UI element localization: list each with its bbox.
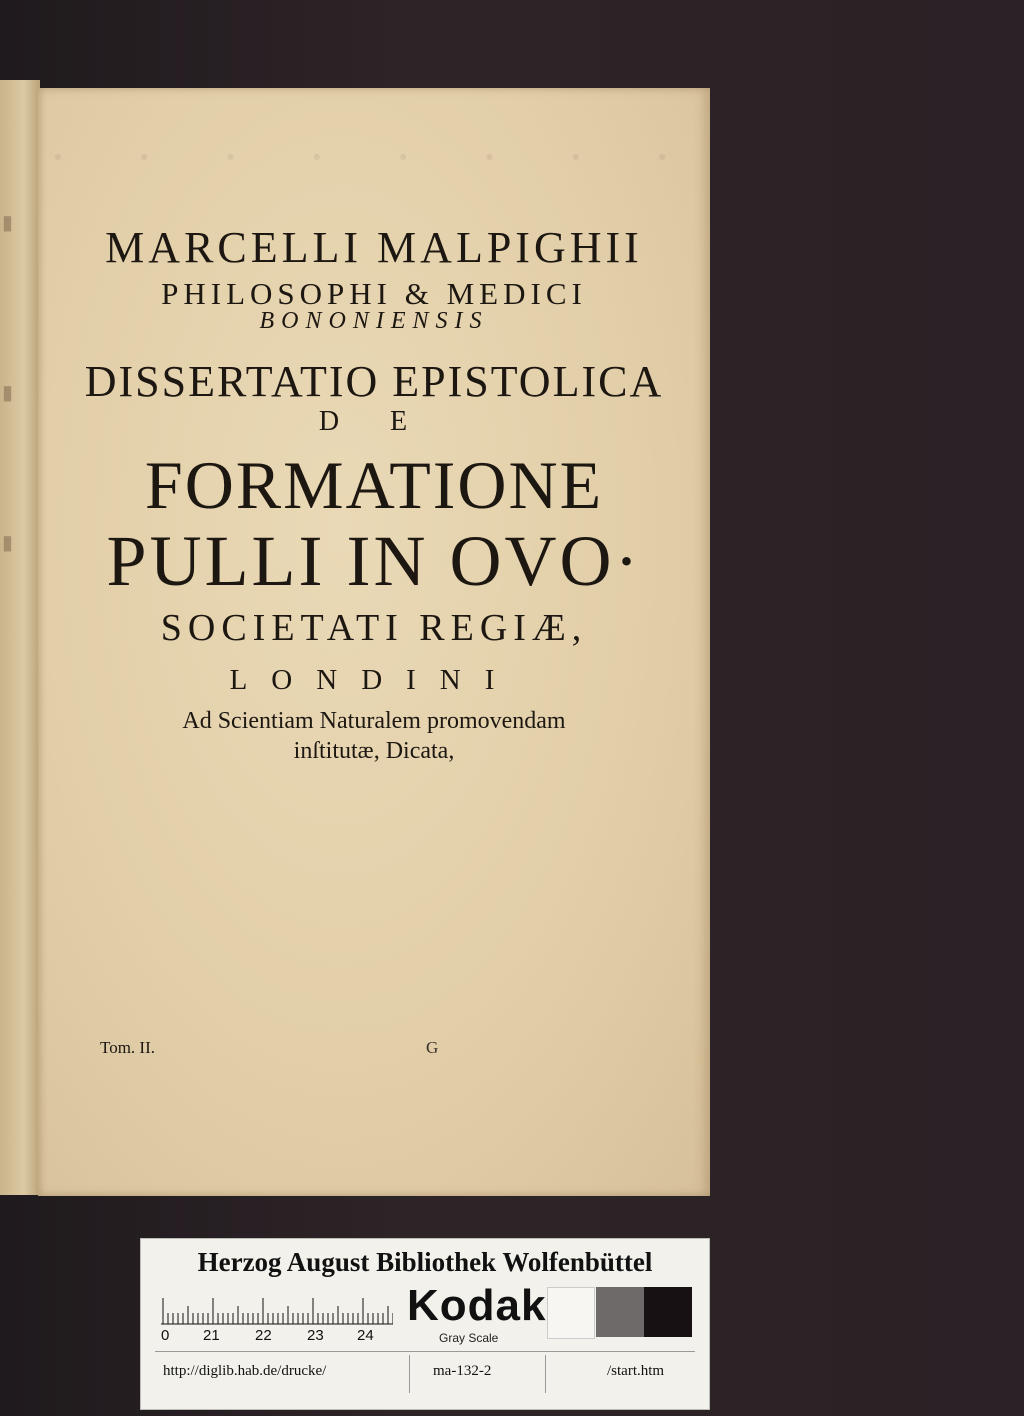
- author-name: MARCELLI MALPIGHII: [105, 223, 643, 272]
- work-genre: DISSERTATIO EPISTOLICA: [84, 357, 664, 406]
- dedication-line-2: LONDINI: [229, 664, 519, 696]
- library-name: Herzog August Bibliothek Wolfenbüttel: [197, 1247, 653, 1277]
- dedication-line-1: SOCIETATI REGIÆ,: [160, 607, 588, 649]
- ruler-number: 24: [357, 1327, 374, 1344]
- card-divider: [155, 1351, 695, 1352]
- gray-swatch-mid: [596, 1287, 644, 1337]
- title-page: [38, 88, 710, 1196]
- ghost-mark: ▮: [2, 212, 14, 234]
- card-separator: [545, 1355, 546, 1393]
- author-origin: BONONIENSIS: [259, 308, 489, 334]
- kodak-logo: Kodak: [407, 1281, 547, 1330]
- ruler-number: 0: [161, 1327, 170, 1344]
- ruler-number: 22: [255, 1327, 272, 1344]
- previous-page-edge: [0, 80, 40, 1195]
- ruler-number: 23: [307, 1327, 324, 1344]
- ghost-mark: ▮: [2, 532, 14, 554]
- main-title-line-2: PULLI IN OVO·: [106, 521, 642, 601]
- start-page-link[interactable]: /start.htm: [607, 1363, 665, 1379]
- ruler-icon: [161, 1287, 393, 1325]
- dedication-line-4: inſtitutæ, Dicata,: [293, 738, 455, 764]
- shelfmark: ma-132-2: [433, 1363, 492, 1379]
- scan-reference-card: [140, 1238, 710, 1410]
- gray-swatch-black: [644, 1287, 692, 1337]
- dedication-line-3: Ad Scientiam Naturalem promovendam: [182, 708, 566, 734]
- ruler-number: 21: [203, 1327, 220, 1344]
- signature-mark: G: [426, 1038, 439, 1057]
- ghost-mark: ▮: [2, 382, 14, 404]
- title-preposition: D E: [318, 406, 430, 437]
- gray-scale-label: Gray Scale: [439, 1331, 499, 1345]
- digital-library-url[interactable]: http://diglib.hab.de/drucke/: [163, 1363, 327, 1379]
- card-separator: [409, 1355, 410, 1393]
- gray-swatch-white: [547, 1287, 595, 1339]
- main-title-line-1: FORMATIONE: [144, 447, 604, 523]
- show-through-text: · · · · · · · ·: [49, 129, 699, 186]
- volume-number: Tom. II.: [100, 1038, 155, 1057]
- author-profession: PHILOSOPHI & MEDICI: [161, 276, 587, 311]
